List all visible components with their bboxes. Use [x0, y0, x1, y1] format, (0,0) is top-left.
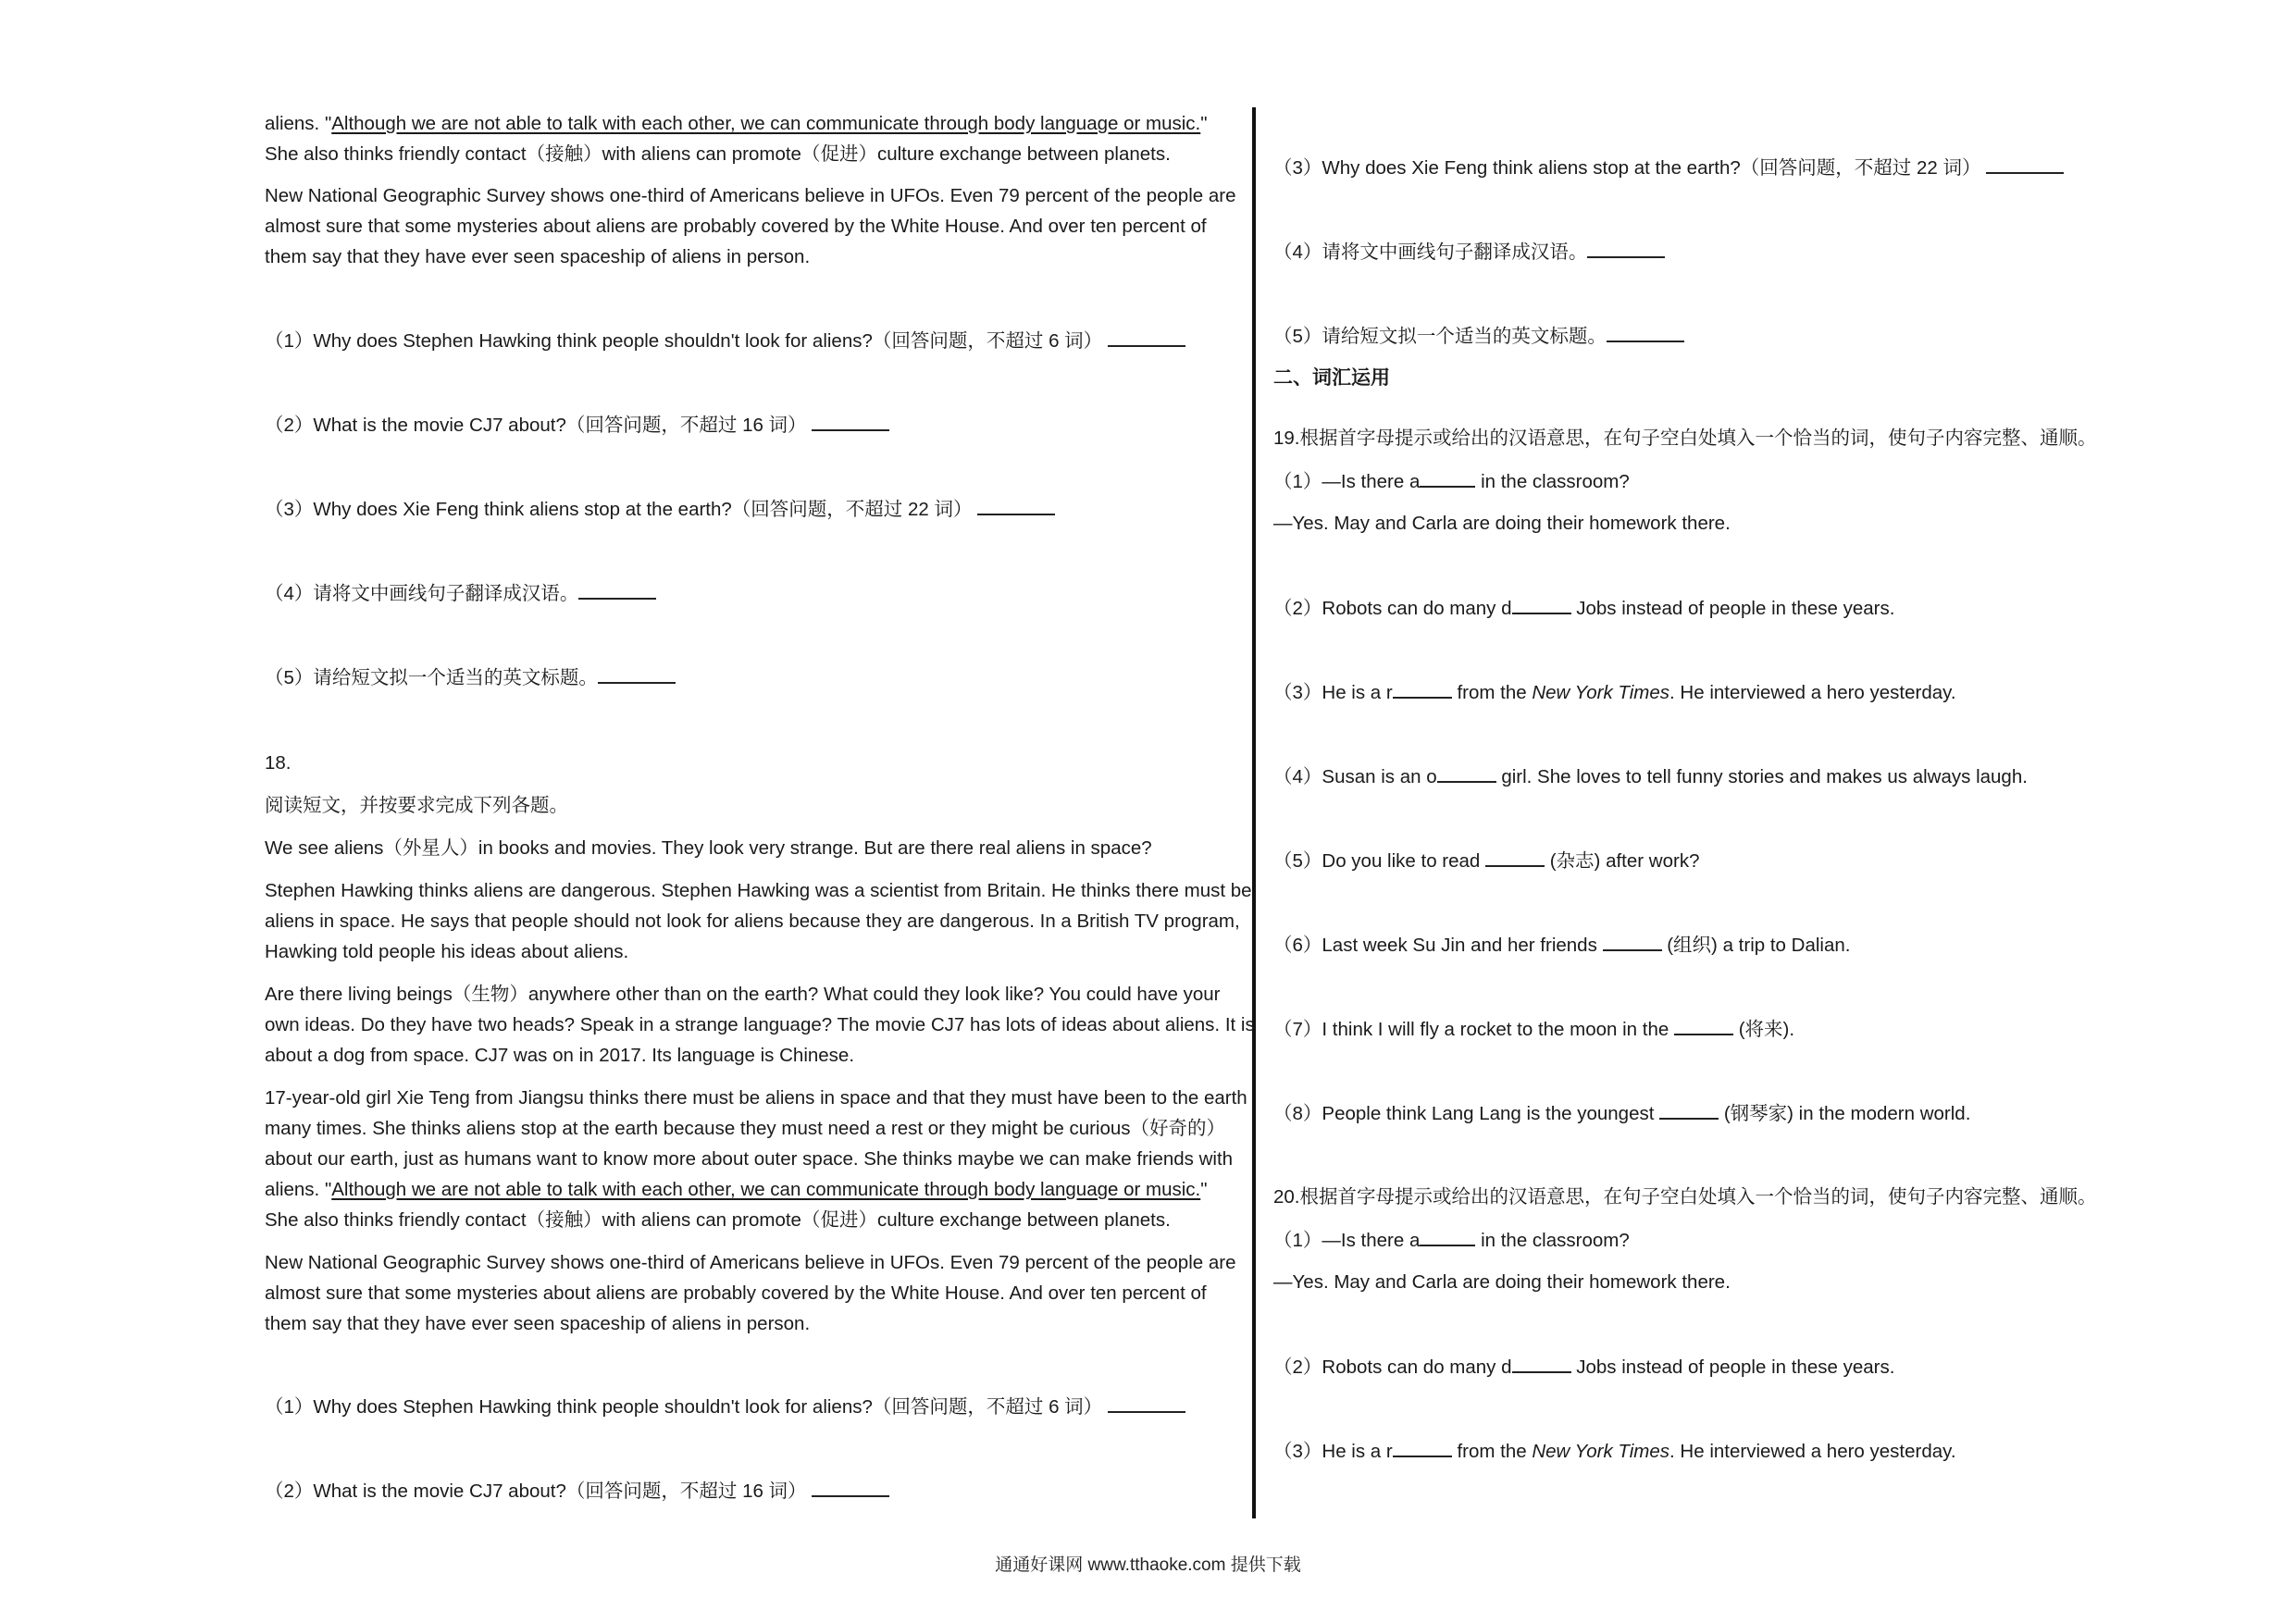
passage-line: Stephen Hawking thinks aliens are dangerous. Stephen Hawking was a scientist from Britain. He thinks there must be: [265, 880, 1252, 901]
passage-line: own ideas. Do they have two heads? Speak in a strange language? The movie CJ7 has lots of ideas about aliens. It is: [265, 1014, 1255, 1035]
column-divider: [1252, 107, 1256, 1518]
vocab-item-2: （2）Robots can do many d Jobs instead of people in these years.: [1273, 598, 1895, 619]
passage-line: New National Geographic Survey shows one-third of Americans believe in UFOs. Even 79 percent of the people are: [265, 185, 1236, 206]
page-footer: 通通好课网 www.tthaoke.com 提供下载: [995, 1555, 1301, 1575]
answer-blank[interactable]: [578, 581, 656, 600]
question-1: （1）Why does Stephen Hawking think people shouldn't look for aliens?（回答问题，不超过 6 词）: [265, 1394, 1185, 1419]
answer-blank[interactable]: [1437, 764, 1496, 783]
vocab-item-2: （2）Robots can do many d Jobs instead of people in these years.: [1273, 1357, 1895, 1378]
answer-blank[interactable]: [1393, 1439, 1452, 1457]
passage-line: New National Geographic Survey shows one-third of Americans believe in UFOs. Even 79 percent of the people are: [265, 1252, 1236, 1273]
answer-blank[interactable]: [1512, 1355, 1571, 1373]
answer-blank[interactable]: [1485, 849, 1545, 867]
vocab-item-3: （3）He is a r from the New York Times. He interviewed a hero yesterday.: [1273, 682, 1956, 703]
passage-line: She also thinks friendly contact（接触）with aliens can promote（促进）culture exchange between planets.: [265, 1209, 1171, 1231]
passage-line: We see aliens（外星人）in books and movies. They look very strange. But are there real aliens in space?: [265, 837, 1152, 859]
question-5: （5）请给短文拟一个适当的英文标题。: [265, 665, 676, 690]
vocab-reply: —Yes. May and Carla are doing their homework there.: [1273, 1271, 1731, 1293]
answer-blank[interactable]: [598, 665, 676, 684]
vocab-item-1: （1）—Is there a in the classroom?: [1273, 1230, 1630, 1251]
question-2: （2）What is the movie CJ7 about?（回答问题，不超过 16 词）: [265, 1479, 889, 1504]
passage-line: them say that they have ever seen spaceship of aliens in person.: [265, 246, 811, 267]
question-5: （5）请给短文拟一个适当的英文标题。: [1273, 324, 1684, 349]
vocab-item-5: （5）Do you like to read (杂志) after work?: [1273, 850, 1700, 872]
passage-line: about a dog from space. CJ7 was on in 2017. Its language is Chinese.: [265, 1045, 855, 1066]
passage-line: almost sure that some mysteries about aliens are probably covered by the White House. And over ten percent of: [265, 1282, 1207, 1304]
vocab-item-8: （8）People think Lang Lang is the youngest (钢琴家) in the modern world.: [1273, 1103, 1971, 1124]
passage-line: many times. She thinks aliens stop at the earth because they must need a rest or they might be curious（好奇的）: [265, 1118, 1226, 1139]
passage-line: She also thinks friendly contact（接触）with aliens can promote（促进）culture exchange between planets.: [265, 143, 1171, 165]
answer-blank[interactable]: [1108, 1394, 1185, 1413]
underlined-sentence: Although we are not able to talk with each other, we can communicate through body language or music.: [331, 1179, 1201, 1200]
answer-blank[interactable]: [1512, 596, 1571, 614]
passage-line: Are there living beings（生物）anywhere other than on the earth? What could they look like? You could have your: [265, 984, 1221, 1005]
underlined-sentence: Although we are not able to talk with each other, we can communicate through body language or music.: [331, 113, 1201, 134]
passage-line: 17-year-old girl Xie Teng from Jiangsu thinks there must be aliens in space and that they must have been to the earth: [265, 1087, 1247, 1109]
vocab-reply: —Yes. May and Carla are doing their homework there.: [1273, 513, 1731, 534]
question-2: （2）What is the movie CJ7 about?（回答问题，不超过 16 词）: [265, 413, 889, 438]
answer-blank[interactable]: [1607, 324, 1684, 342]
passage-line: aliens in space. He says that people should not look for aliens because they are dangerous. In a British TV program,: [265, 911, 1240, 932]
vocab-item-1: （1）—Is there a in the classroom?: [1273, 471, 1630, 492]
instruction: 阅读短文，并按要求完成下列各题。: [265, 795, 568, 816]
question-3: （3）Why does Xie Feng think aliens stop at the earth?（回答问题，不超过 22 词）: [265, 497, 1055, 522]
answer-blank[interactable]: [1108, 328, 1185, 347]
answer-blank[interactable]: [812, 413, 889, 431]
passage-line: almost sure that some mysteries about aliens are probably covered by the White House. And over ten percent of: [265, 216, 1207, 237]
answer-blank[interactable]: [1393, 680, 1452, 699]
question-4: （4）请将文中画线句子翻译成汉语。: [265, 581, 656, 606]
answer-blank[interactable]: [1420, 1228, 1475, 1246]
vocab-item-6: （6）Last week Su Jin and her friends (组织) a trip to Dalian.: [1273, 935, 1851, 956]
answer-blank[interactable]: [1659, 1101, 1719, 1120]
section-title: 二、词汇运用: [1273, 367, 1390, 389]
passage-line: about our earth, just as humans want to know more about outer space. She thinks maybe we can make friends with: [265, 1148, 1234, 1170]
answer-blank[interactable]: [1986, 155, 2064, 174]
answer-blank[interactable]: [1674, 1017, 1733, 1035]
answer-blank[interactable]: [812, 1479, 889, 1497]
answer-blank[interactable]: [1420, 469, 1475, 488]
passage-line: aliens. "Although we are not able to talk with each other, we can communicate through body language or music.": [265, 113, 1208, 134]
vocab-item-7: （7）I think I will fly a rocket to the moon in the (将来).: [1273, 1019, 1795, 1040]
vocab-item-3: （3）He is a r from the New York Times. He interviewed a hero yesterday.: [1273, 1441, 1956, 1462]
passage-line: aliens. "Although we are not able to talk with each other, we can communicate through body language or music.": [265, 1179, 1208, 1200]
instruction: 19.根据首字母提示或给出的汉语意思，在句子空白处填入一个恰当的词，使句子内容完整、通顺。: [1273, 427, 2097, 449]
question-4: （4）请将文中画线句子翻译成汉语。: [1273, 240, 1665, 265]
answer-blank[interactable]: [977, 497, 1055, 515]
answer-blank[interactable]: [1603, 933, 1662, 951]
question-3: （3）Why does Xie Feng think aliens stop at the earth?（回答问题，不超过 22 词）: [1273, 155, 2064, 180]
question-number: 18.: [265, 752, 292, 774]
passage-line: them say that they have ever seen spaceship of aliens in person.: [265, 1313, 811, 1334]
passage-line: Hawking told people his ideas about aliens.: [265, 941, 629, 962]
instruction: 20.根据首字母提示或给出的汉语意思，在句子空白处填入一个恰当的词，使句子内容完整、通顺。: [1273, 1186, 2097, 1208]
answer-blank[interactable]: [1587, 240, 1665, 258]
question-1: （1）Why does Stephen Hawking think people shouldn't look for aliens?（回答问题，不超过 6 词）: [265, 328, 1185, 353]
vocab-item-4: （4）Susan is an o girl. She loves to tell funny stories and makes us always laugh.: [1273, 766, 2028, 787]
